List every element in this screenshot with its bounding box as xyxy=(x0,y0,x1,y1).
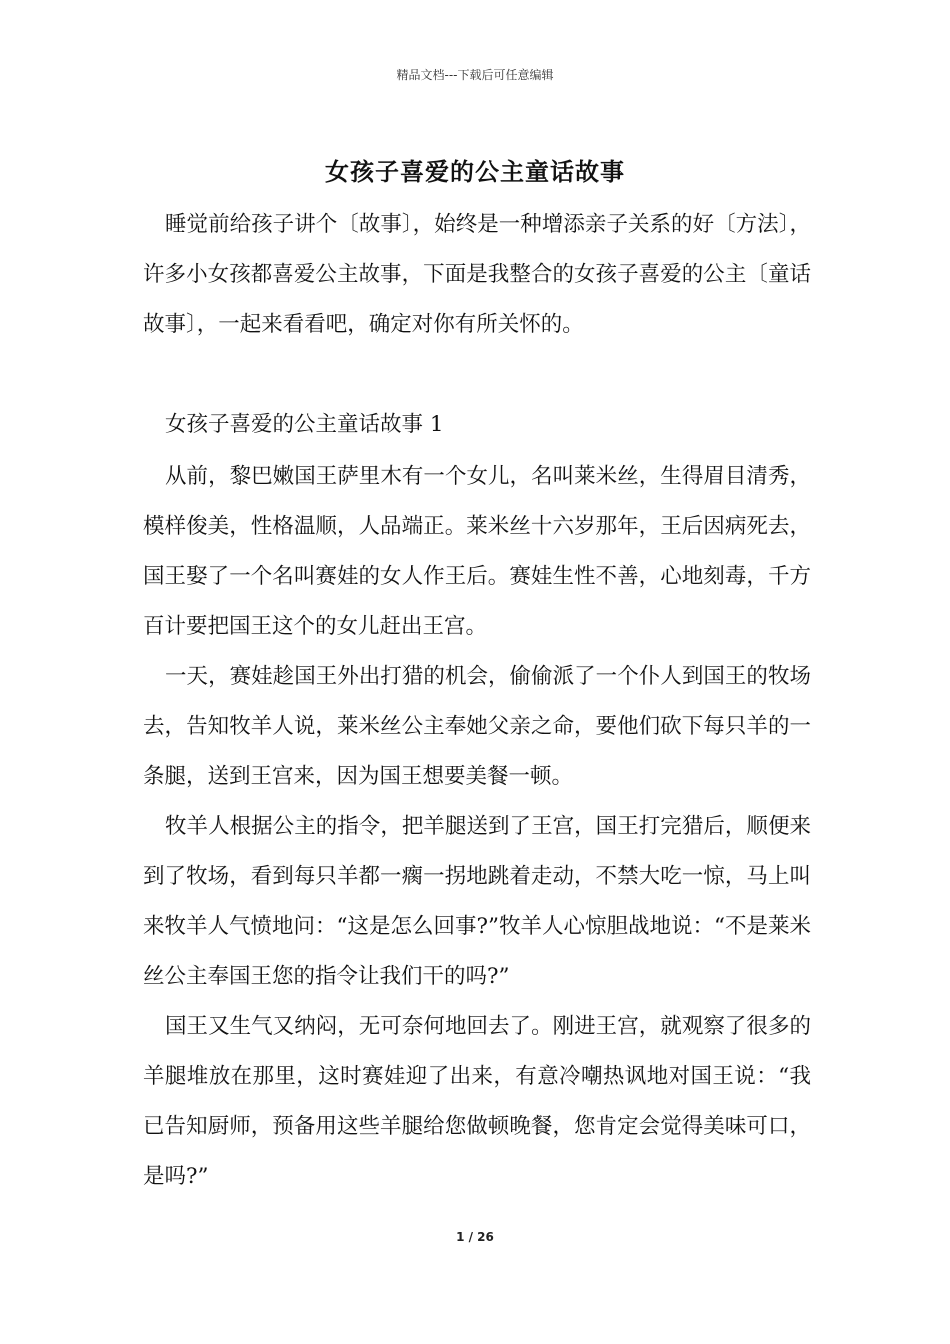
page-number: 1 / 26 xyxy=(456,1230,494,1244)
intro-paragraph: 睡觉前给孩子讲个〔故事〕，始终是一种增添亲子关系的好〔方法〕，许多小女孩都喜爱公主故事，下面是我整合的女孩子喜爱的公主〔童话故事〕，一起来看看吧，确定对你有所关怀的。 xyxy=(143,212,811,337)
section-heading: 女孩子喜爱的公主童话故事 1 xyxy=(165,412,444,437)
story-paragraph-2: 一天，赛娃趁国王外出打猎的机会，偷偷派了一个仆人到国王的牧场去，告知牧羊人说，莱米丝公主奉她父亲之命，要他们砍下每只羊的一条腿，送到王宫来，因为国王想要美餐一顿。 xyxy=(143,664,811,789)
story-paragraph-1: 从前，黎巴嫩国王萨里木有一个女儿，名叫莱米丝，生得眉目清秀，模样俊美，性格温顺，人品端正。莱米丝十六岁那年，王后因病死去，国王娶了一个名叫赛娃的女人作王后。赛娃生性不善，心地刻毒，千方百计要把国王这个的女儿赶出王宫。 xyxy=(143,464,811,639)
header-note: 精品文档---下载后可任意编辑 xyxy=(396,68,554,82)
document-title: 女孩子喜爱的公主童话故事 xyxy=(325,158,625,186)
story-paragraph-3: 牧羊人根据公主的指令，把羊腿送到了王宫，国王打完猎后，顺便来到了牧场，看到每只羊都一瘸一拐地跳着走动，不禁大吃一惊，马上叫来牧羊人气愤地问：“这是怎么回事?”牧羊人心惊胆战地说：“不是莱米丝公主奉国王您的指令让我们干的吗?” xyxy=(143,814,812,989)
story-paragraph-4: 国王又生气又纳闷，无可奈何地回去了。刚进王宫，就观察了很多的羊腿堆放在那里，这时赛娃迎了出来，有意冷嘲热讽地对国王说：“我已告知厨师，预备用这些羊腿给您做顿晚餐，您肯定会觉得美味可口，是吗?” xyxy=(143,1014,811,1189)
document-body xyxy=(143,200,811,1202)
